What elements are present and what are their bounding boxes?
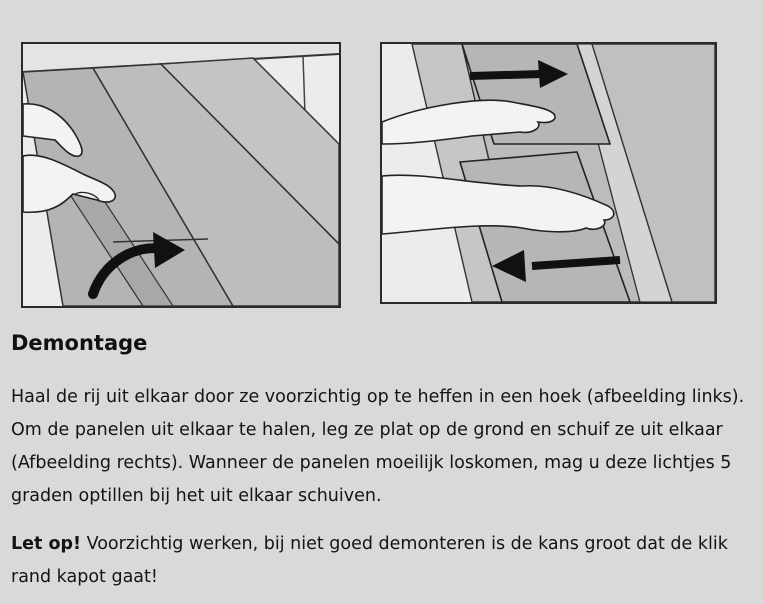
illustration-left-lift-row <box>21 42 341 308</box>
sliding-panels-drawing <box>382 44 715 302</box>
section-heading: Demontage <box>11 331 148 355</box>
warning-label: Let op! <box>11 534 82 554</box>
illustration-right-slide-apart <box>380 42 717 304</box>
lifting-panels-drawing <box>23 44 339 306</box>
instruction-paragraph: Haal de rij uit elkaar door ze voorzichtig op te heffen in een hoek (afbeelding links). Om de panelen uit elkaar te halen, leg ze plat op de grond en schuif ze uit elkaar (Afbeelding rechts). Wanneer de panelen moeilijk loskomen, mag u deze lichtjes 5 graden optillen bij het uit elkaar schuiven. <box>11 387 745 506</box>
warning-paragraph <box>11 528 751 594</box>
warning-text: Voorzichtig werken, bij niet goed demonteren is de kans groot dat de klik rand kapot gaat! <box>11 534 728 587</box>
